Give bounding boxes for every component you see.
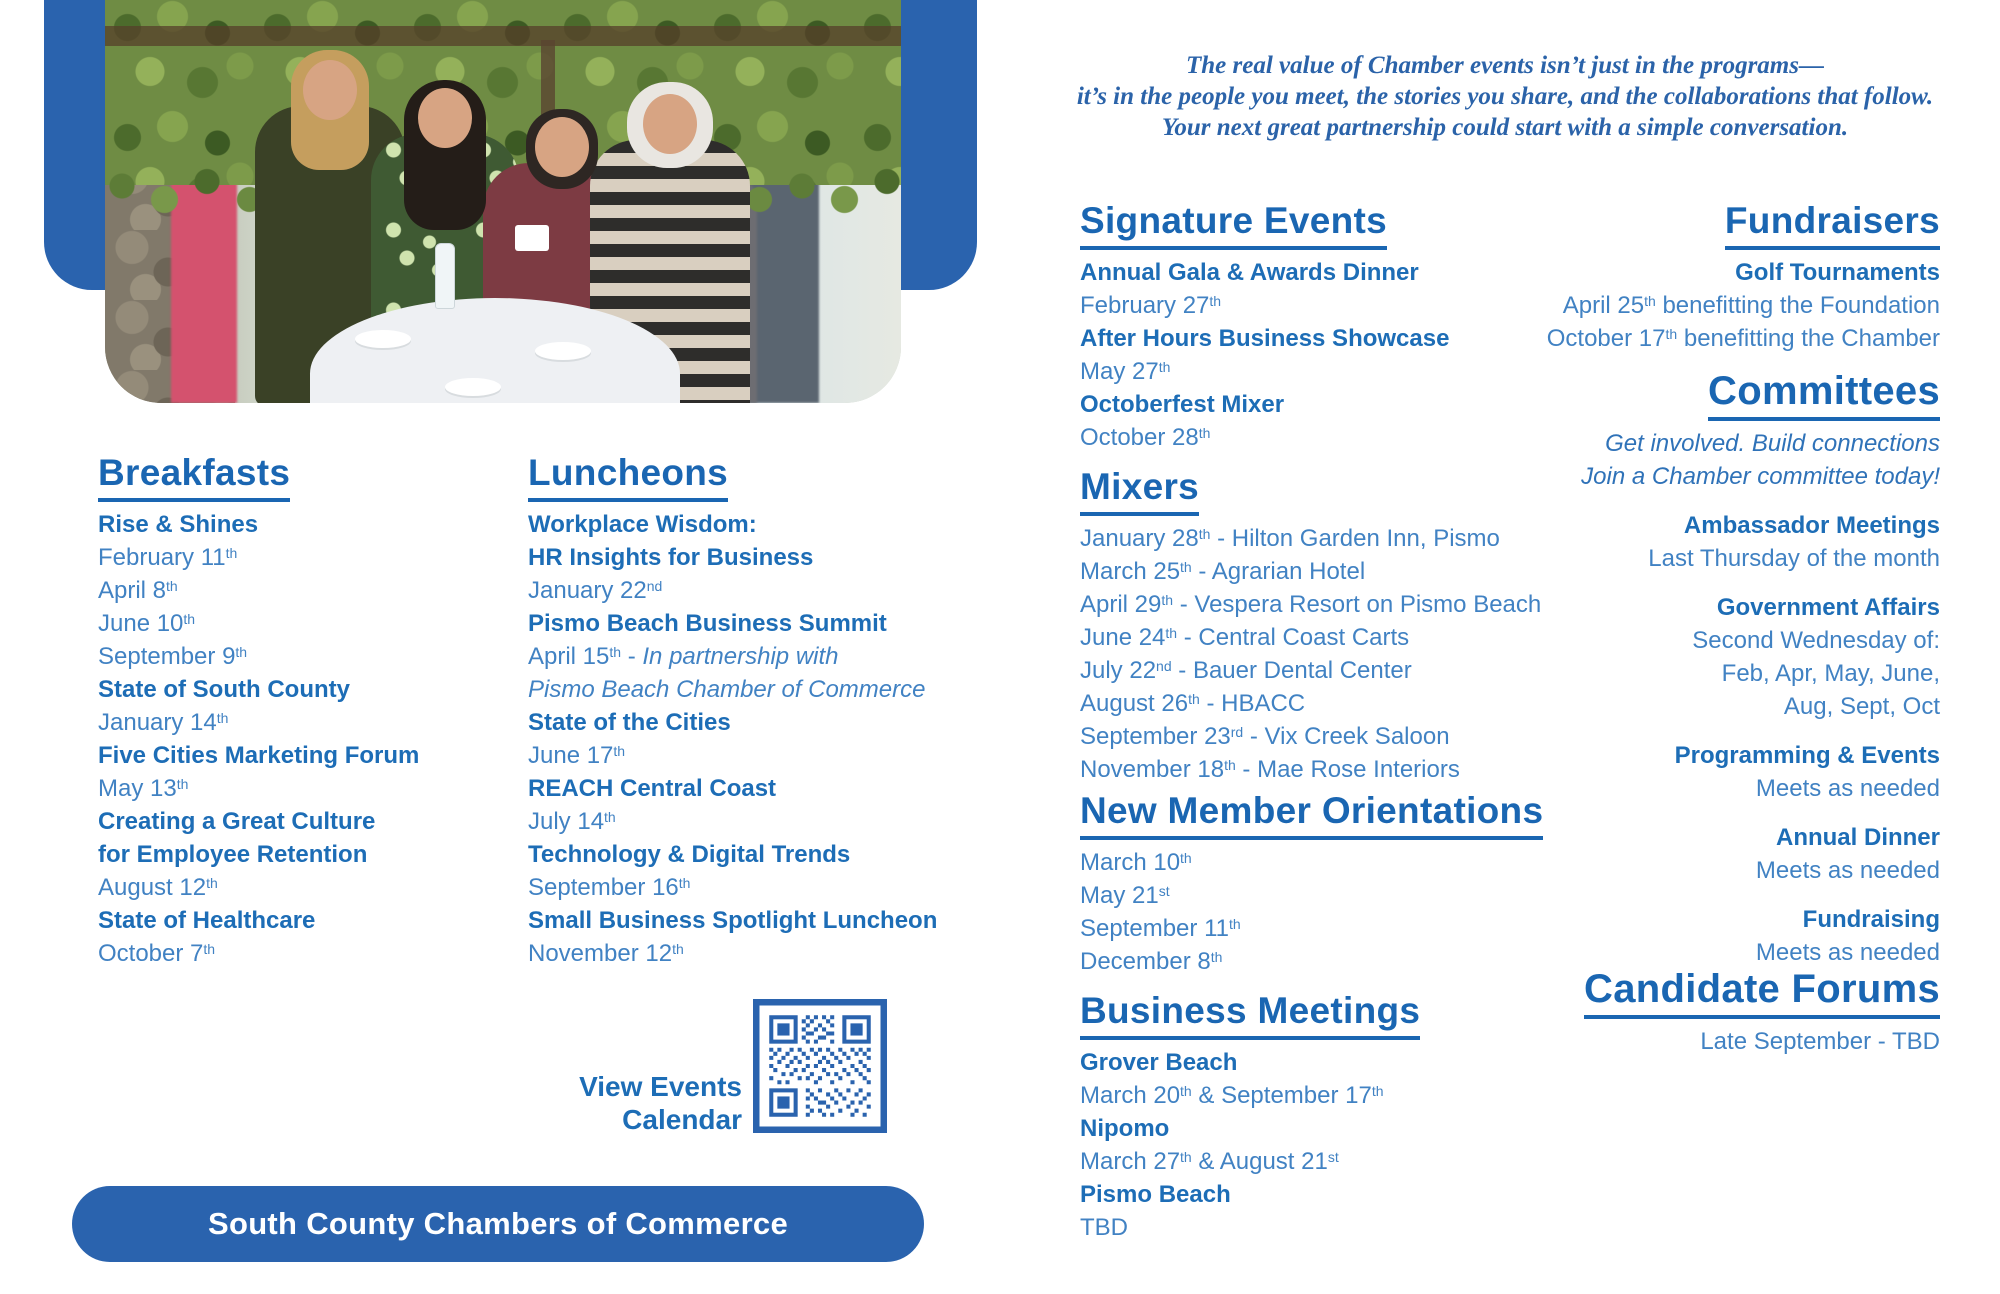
text-line: State of South County [98, 675, 350, 703]
text-line: June 24th - Central Coast Carts [1080, 623, 1410, 651]
text-line: February 11th [98, 543, 238, 571]
text-line: November 12th [528, 939, 684, 967]
text-line: Your next great partnership could start with a simple conversation. [1161, 114, 1849, 141]
committees-title: Committees [1708, 368, 1940, 421]
text-line: October 28th [1080, 423, 1211, 451]
text-line: Join a Chamber committee today! [1581, 463, 1940, 490]
text-line: Rise & Shines [98, 510, 259, 538]
text-line: July 22nd - Bauer Dental Center [1080, 656, 1412, 684]
text-line: Fundraising [1802, 906, 1940, 933]
text-line: After Hours Business Showcase [1080, 324, 1450, 352]
text-line: May 27th [1080, 357, 1171, 385]
committees-list [1450, 427, 1940, 969]
text-line: June 17th [528, 741, 626, 769]
text-line: Aug, Sept, Oct [1783, 693, 1940, 720]
text-line: Five Cities Marketing Forum [98, 741, 420, 769]
business-meetings-title: Business Meetings [1080, 990, 1420, 1040]
text-line: June 10th [98, 609, 196, 637]
text-line: January 14th [98, 708, 229, 736]
text-line: August 26th - HBACC [1080, 689, 1306, 717]
text-line: September 9th [98, 642, 248, 670]
text-line: Octoberfest Mixer [1080, 390, 1285, 418]
text-line: Meets as needed [1755, 775, 1940, 802]
photo-plate [355, 330, 411, 348]
text-line: December 8th [1080, 947, 1223, 975]
text-line: Annual Dinner [1775, 824, 1940, 851]
luncheons-list [528, 508, 938, 970]
text-line: Small Business Spotlight Luncheon [528, 906, 938, 934]
text-line: September 23rd - Vix Creek Saloon [1080, 722, 1450, 750]
luncheons-section [528, 452, 938, 970]
quote-block [1010, 50, 2000, 143]
photo-person-head [535, 117, 589, 177]
fundraisers-title: Fundraisers [1725, 200, 1940, 250]
text-line: October 7th [98, 939, 216, 967]
calendar-line: Calendar [622, 1104, 742, 1135]
text-line: February 27th [1080, 291, 1222, 319]
text-line: March 10th [1080, 848, 1192, 876]
text-line: Pismo Beach Business Summit [528, 609, 887, 637]
text-line: Golf Tournaments [1735, 258, 1940, 286]
text-line: January 28th - Hilton Garden Inn, Pismo [1080, 524, 1500, 552]
mixers-title: Mixers [1080, 466, 1199, 516]
signature-events-title: Signature Events [1080, 200, 1387, 250]
text-line: April 15th - In partnership with [528, 642, 839, 670]
breakfasts-title: Breakfasts [98, 452, 290, 502]
text-line: Meets as needed [1755, 857, 1940, 884]
text-line: October 17th benefitting the Chamber [1546, 324, 1940, 352]
business-meetings-list [1080, 1046, 1560, 1244]
text-line: Annual Gala & Awards Dinner [1080, 258, 1419, 286]
qr-code [753, 997, 887, 1135]
photo-person-head [418, 88, 472, 148]
text-line: September 16th [528, 873, 691, 901]
text-line: March 25th - Agrarian Hotel [1080, 557, 1366, 585]
text-line: April 29th - Vespera Resort on Pismo Beach [1080, 590, 1542, 618]
text-line: Workplace Wisdom: [528, 510, 757, 538]
text-line: Pismo Beach [1080, 1180, 1231, 1208]
text-line: Creating a Great Culture [98, 807, 376, 835]
text-line: November 18th - Mae Rose Interiors [1080, 755, 1460, 783]
text-line: March 27th & August 21st [1080, 1147, 1339, 1175]
photo-person-head [303, 60, 357, 120]
text-line: Technology & Digital Trends [528, 840, 851, 868]
candidate-forums-section [1450, 966, 1940, 1058]
text-line: State of the Cities [528, 708, 731, 736]
candidate-forums-title: Candidate Forums [1584, 966, 1940, 1019]
text-line: July 14th [528, 807, 616, 835]
text-line: Nipomo [1080, 1114, 1170, 1142]
breakfasts-section [98, 452, 428, 970]
luncheons-title: Luncheons [528, 452, 728, 502]
text-line: Last Thursday of the month [1648, 545, 1940, 572]
fundraisers-section [1480, 200, 1940, 355]
organization-banner [72, 1186, 924, 1262]
text-line: State of Healthcare [98, 906, 316, 934]
text-line: Feb, Apr, May, June, [1721, 660, 1940, 687]
text-line: April 8th [98, 576, 178, 604]
text-line: Ambassador Meetings [1683, 512, 1940, 539]
committees-section [1450, 368, 1940, 969]
text-line: May 21st [1080, 881, 1170, 909]
candidate-forums-list [1450, 1025, 1940, 1058]
text-line: for Employee Retention [98, 840, 368, 868]
photo-pergola-beam [105, 26, 901, 46]
text-line: April 25th benefitting the Foundation [1562, 291, 1940, 319]
text-line: TBD [1080, 1213, 1128, 1241]
breakfasts-list [98, 508, 428, 970]
text-line: REACH Central Coast [528, 774, 777, 802]
view-events-calendar-label [520, 1070, 742, 1136]
event-photo [105, 0, 901, 403]
text-line: Government Affairs [1716, 594, 1940, 621]
text-line: January 22nd [528, 576, 663, 604]
text-line: it’s in the people you meet, the stories you share, and the collaborations that follow. [1076, 83, 1934, 110]
photo-person-head [643, 94, 697, 154]
organization-name: South County Chambers of Commerce [207, 1206, 789, 1241]
text-line: Get involved. Build connections [1605, 430, 1940, 457]
text-line: Pismo Beach Chamber of Commerce [528, 675, 926, 703]
new-member-orientations-title: New Member Orientations [1080, 790, 1543, 840]
photo-water-bottle [435, 243, 455, 309]
text-line: Late September - TBD [1700, 1028, 1940, 1055]
fundraisers-list [1480, 256, 1940, 355]
text-line: HR Insights for Business [528, 543, 814, 571]
text-line: August 12th [98, 873, 218, 901]
photo-plate [445, 378, 501, 396]
text-line: September 11th [1080, 914, 1241, 942]
text-line: Grover Beach [1080, 1048, 1238, 1076]
text-line: May 13th [98, 774, 189, 802]
text-line: March 20th & September 17th [1080, 1081, 1384, 1109]
text-line: Second Wednesday of: [1692, 627, 1940, 654]
text-line: Programming & Events [1674, 742, 1940, 769]
text-line: Meets as needed [1755, 939, 1940, 966]
photo-plate [535, 342, 591, 360]
view-events-line: View Events [579, 1071, 742, 1102]
text-line: The real value of Chamber events isn’t just in the programs— [1185, 52, 1824, 79]
